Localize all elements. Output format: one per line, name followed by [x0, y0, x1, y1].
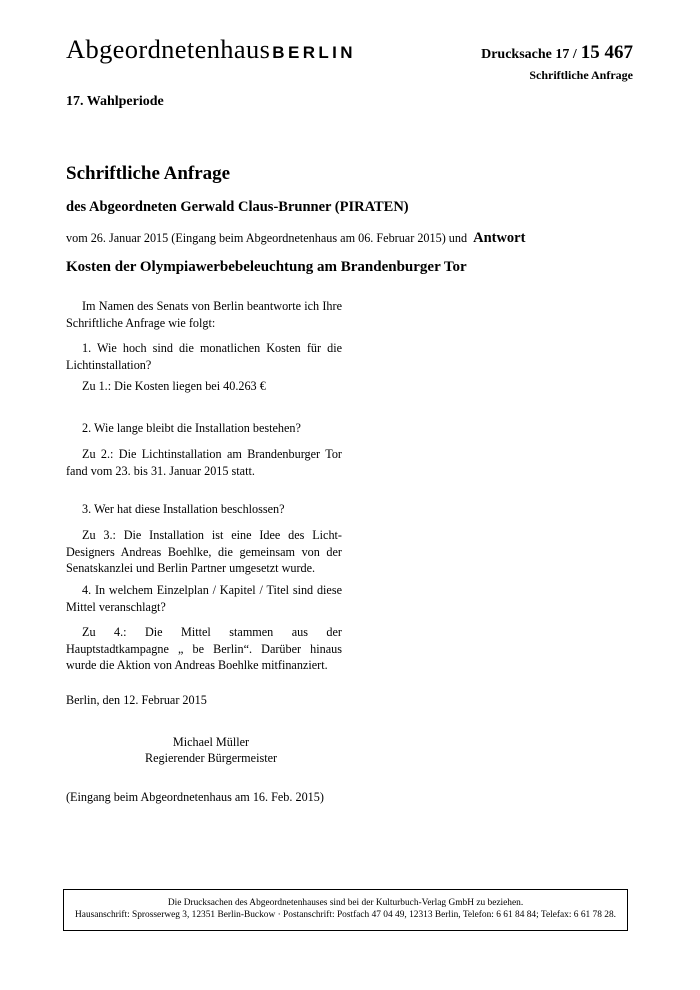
document-type: Schriftliche Anfrage	[529, 68, 633, 82]
answer-3: Zu 3.: Die Installation ist eine Idee des Licht-Designers Andreas Boehlke, die gemeinsam von der Senatskanzlei und Berlin Partner umgesetzt wurde.	[66, 528, 342, 575]
question-3: 3. Wer hat diese Installation beschlossen?	[82, 502, 285, 516]
subject-heading: Kosten der Olympiawerbebeleuchtung am Brandenburger Tor	[66, 259, 467, 275]
place-date: Berlin, den 12. Februar 2015	[66, 693, 207, 707]
body-paragraph-intro: Im Namen des Senats von Berlin beantworte ich Ihre Schriftliche Anfrage wie folgt:	[66, 299, 342, 330]
author-line: des Abgeordneten Gerwald Claus-Brunner (PIRATEN)	[66, 199, 409, 215]
footer-line-2: Hausanschrift: Sprosserweg 3, 12351 Berlin-Buckow · Postanschrift: Postfach 47 04 49, 12313 Berlin, Telefon: 6 61 84 84; Telefax: 6 61 78 28.	[75, 909, 616, 920]
legislative-period: 17. Wahlperiode	[66, 94, 164, 109]
signatory-name: Michael Müller	[172, 735, 250, 749]
masthead	[66, 36, 356, 63]
footer-line-1: Die Drucksachen des Abgeordnetenhauses sind bei der Kulturbuch-Verlag GmbH zu beziehen.	[167, 898, 524, 908]
answer-2: Zu 2.: Die Lichtinstallation am Brandenburger Tor fand vom 23. bis 31. Januar 2015 statt.	[66, 447, 342, 478]
document-number-value: 15 467	[580, 42, 633, 63]
document-number	[481, 43, 633, 62]
institution-city: BERLIN	[272, 43, 356, 62]
institution-name: Abgeordnetenhaus	[66, 34, 271, 64]
page-title: Schriftliche Anfrage	[66, 163, 231, 184]
footer-box	[63, 889, 628, 931]
answer-label: Antwort	[473, 230, 526, 246]
document-number-label: Drucksache 17 /	[481, 47, 577, 62]
question-1: 1. Wie hoch sind die monatlichen Kosten für die Lichtinstallation?	[66, 341, 342, 372]
answer-4: Zu 4.: Die Mittel stammen aus der Hauptstadtkampagne „ be Berlin“. Darüber hinaus wurde die Aktion von Andreas Boehlke mitfinanziert.	[66, 625, 342, 672]
answer-1: Zu 1.: Die Kosten liegen bei 40.263 €	[82, 379, 266, 393]
signatory-role: Regierender Bürgermeister	[144, 751, 278, 765]
question-4: 4. In welchem Einzelplan / Kapitel / Titel sind diese Mittel veranschlagt?	[66, 583, 342, 614]
receipt-note: (Eingang beim Abgeordnetenhaus am 16. Feb. 2015)	[66, 790, 324, 804]
dateline	[66, 230, 525, 247]
dateline-text: vom 26. Januar 2015 (Eingang beim Abgeordnetenhaus am 06. Februar 2015) und	[66, 231, 468, 245]
question-2: 2. Wie lange bleibt die Installation bestehen?	[82, 421, 301, 435]
